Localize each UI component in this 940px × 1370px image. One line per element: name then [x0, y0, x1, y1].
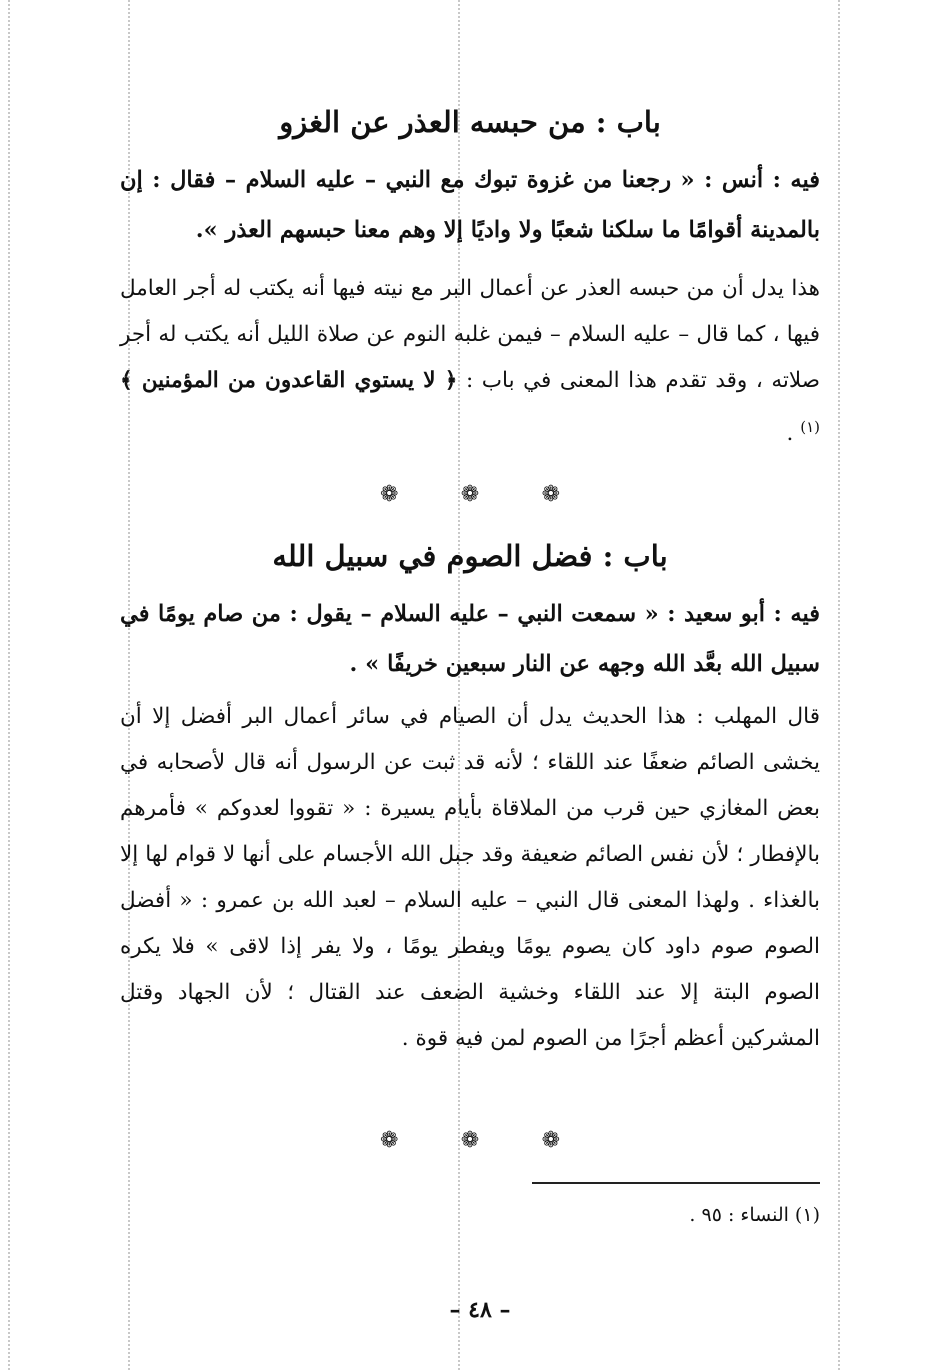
separator-star: ❁ — [460, 1128, 480, 1153]
scan-dotted-line — [838, 0, 840, 1370]
separator-star: ❁ — [541, 482, 560, 507]
hadith-text: فيه : أنس : « رجعنا من غزوة تبوك مع النبي – عليه السلام – فقال : إن بالمدينة أقوامًا ما سلكنا شعبًا ولا واديًا إلا وهم معنا حبسهم العذر ». — [120, 167, 820, 243]
commentary-text: هذا يدل أن من حبسه العذر عن أعمال البر مع نيته فيها أنه يكتب له أجر العامل فيها ، كما قال – عليه السلام – فيمن غلبه النوم عن صلاة الليل أنه يكتب له أجر صلاته ، وقد تقدم هذا المعنى في باب : — [120, 276, 820, 393]
separator-star: ❁ — [380, 1128, 399, 1153]
scan-dotted-line — [8, 0, 10, 1370]
commentary-paragraph: قال المهلب : هذا الحديث يدل أن الصيام في سائر أعمال البر أفضل إلا أن يخشى الصائم ضعفًا عند اللقاء ؛ لأنه قد ثبت عن الرسول أنه قال لأصحابه في بعض المغازي حين قرب من الملاقاة بأيام يسيرة : « تقووا لعدوكم » فأمرهم بالإفطار ؛ لأن نفس الصائم ضعيفة وقد جبل الله الأجسام على أنها لا قوام لها إلا بالغذاء . ولهذا المعنى قال النبي – عليه السلام – لعبد الله بن عمرو : « أفضل الصوم صوم داود كان يصوم يومًا ويفطر يومًا ، ولا يفر إذا لاقى » فلا يكره الصوم البتة إلا عند اللقاء وخشية الضعف عند القتال ؛ لأن الجهاد وقتل المشركين أعظم أجرًا من الصوم لمن فيه قوة . — [120, 704, 820, 1051]
quran-reference: ﴿ لا يستوي القاعدون من المؤمنين ﴾ — [120, 368, 458, 393]
page-number: – ٤٨ – — [449, 1297, 511, 1323]
section-title: باب : من حبسه العذر عن الغزو — [279, 105, 661, 139]
hadith-text: فيه : أبو سعيد : « سمعت النبي – عليه السلام – يقول : من صام يومًا في سبيل الله بعَّد الله وجهه عن النار سبعين خريفًا » . — [120, 601, 820, 677]
separator-star: ❁ — [460, 482, 480, 507]
separator-star: ❁ — [541, 1128, 560, 1153]
section-title: باب : فضل الصوم في سبيل الله — [272, 539, 668, 573]
footnote-divider — [532, 1182, 820, 1184]
separator-star: ❁ — [380, 482, 399, 507]
section-separator — [300, 1128, 640, 1154]
footnote-marker: (١) — [800, 418, 820, 436]
footnote-text: (١) النساء : ٩٥ . — [689, 1204, 820, 1226]
section-separator — [300, 482, 640, 508]
end-punctuation: . — [786, 421, 801, 447]
commentary-paragraph — [120, 266, 820, 457]
